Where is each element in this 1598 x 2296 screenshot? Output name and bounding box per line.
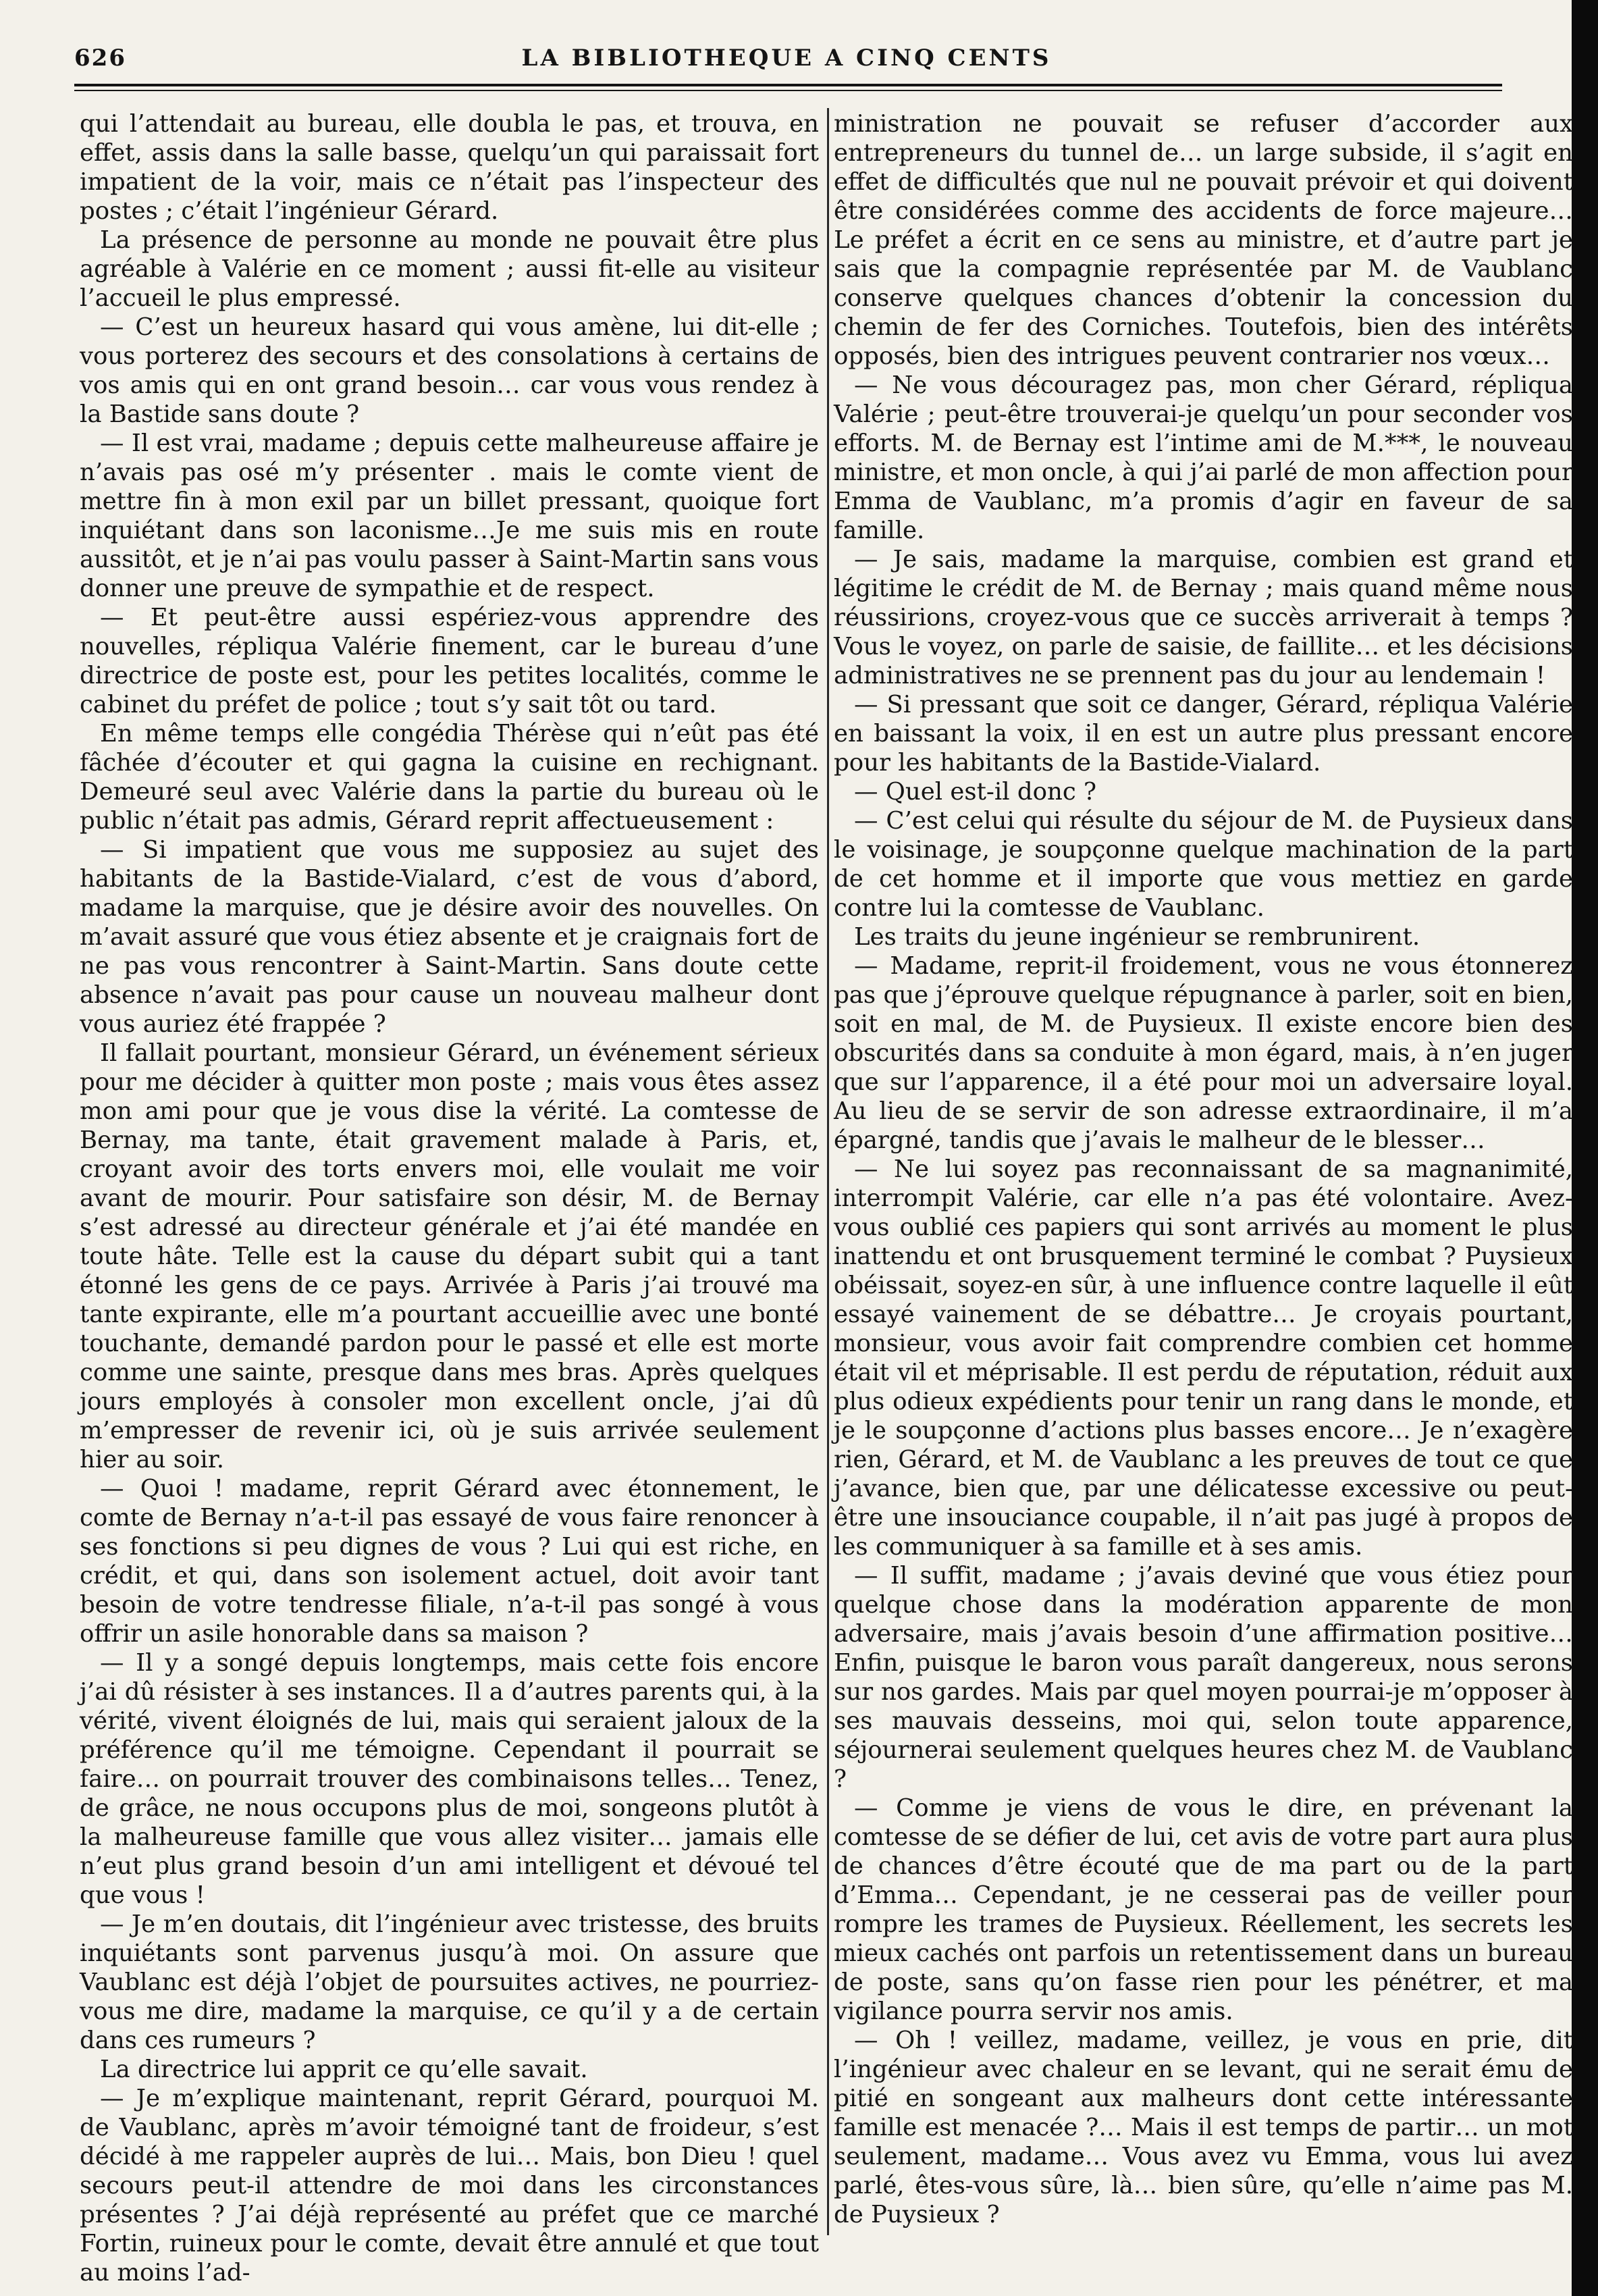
paragraph: Les traits du jeune ingénieur se rembrunirent.: [854, 923, 1420, 951]
paragraph: — Oh ! veillez, madame, veillez, je vous en prie, dit l’ingénieur avec chaleur en se levant, qui ne serait ému de pitié en songeant aux malheurs dont cette intéressante famille est menacée ?… Mais il est temps de partir… un mot seulement, madame… Vous avez vu Emma, vous lui avez parlé, êtes-vous sûre, là… bien sûre, qu’elle n’aime pas M. de Puysieux ?: [834, 2027, 1573, 2228]
right-column: [834, 109, 1573, 2237]
paragraph: — Ne vous découragez pas, mon cher Gérard, répliqua Valérie ; peut-être trouverai-je quelqu’un pour seconder vos efforts. M. de Bernay est l’intime ami de M.***, le nouveau ministre, et mon oncle, à qui j’ai parlé de mon affection pour Emma de Vaublanc, m’a promis d’agir en faveur de sa famille.: [834, 371, 1573, 544]
left-column: [80, 109, 819, 2287]
paragraph: — Il est vrai, madame ; depuis cette malheureuse affaire je n’avais pas osé m’y présenter . mais le comte vient de mettre fin à mon exil par un billet pressant, quoique fort inquiétant dans son laconisme…Je me suis mis en route aussitôt, et je n’ai pas voulu passer à Saint-Martin sans vous donner une preuve de sympathie et de respect.: [80, 429, 819, 602]
binding-edge: [1572, 0, 1598, 2296]
paragraph: — Je m’explique maintenant, reprit Gérard, pourquoi M. de Vaublanc, après m’avoir témoigné tant de froideur, s’est décidé à me rappeler auprès de lui… Mais, bon Dieu ! quel secours peut-il attendre de moi dans les circonstances présentes ? J’ai déjà représenté au préfet que ce marché Fortin, ruineux pour le comte, devait être annulé et que tout au moins l’ad-: [80, 2085, 819, 2287]
paragraph: ministration ne pouvait se refuser d’accorder aux entrepreneurs du tunnel de… un large subside, il s’agit en effet de difficultés que nul ne pouvait prévoir et qui doivent être considérées comme des accidents de force majeure… Le préfet a écrit en ce sens au ministre, et d’autre part je sais que la compagnie représentée par M. de Vaublanc conserve quelques chances d’obtenir la concession du chemin de fer des Corniches. Toutefois, bien des intérêts opposés, bien des intrigues peuvent contrarier nos vœux…: [834, 110, 1573, 370]
page-number: 626: [74, 45, 126, 72]
paragraph: — Si pressant que soit ce danger, Gérard, répliqua Valérie en baissant la voix, il en est un autre plus pressant encore pour les habitants de la Bastide-Vialard.: [834, 691, 1573, 777]
paragraph: — Il suffit, madame ; j’avais deviné que vous étiez pour quelque chose dans la modération apparente de mon adversaire, mais j’avais besoin d’une affirmation positive… Enfin, puisque le baron vous paraît dangereux, nous serons sur nos gardes. Mais par quel moyen pourrai-je m’opposer à ses mauvais desseins, moi qui, selon toute apparence, séjournerai seulement quelques heures chez M. de Vaublanc ?: [834, 1562, 1573, 1793]
paragraph: La présence de personne au monde ne pouvait être plus agréable à Valérie en ce moment ; aussi fit-elle au visiteur l’accueil le plus empressé.: [80, 226, 819, 312]
paragraph: En même temps elle congédia Thérèse qui n’eût pas été fâchée d’écouter et qui gagna la cuisine en rechignant. Demeuré seul avec Valérie dans la partie du bureau où le public n’était pas admis, Gérard reprit affectueusement :: [80, 720, 819, 835]
paragraph: — Je m’en doutais, dit l’ingénieur avec tristesse, des bruits inquiétants sont parvenus jusqu’à moi. On assure que Vaublanc est déjà l’objet de poursuites actives, ne pourriez-vous me dire, madame la marquise, ce qu’il y a de certain dans ces rumeurs ?: [80, 1910, 819, 2054]
paragraph: La directrice lui apprit ce qu’elle savait.: [100, 2056, 588, 2083]
paragraph: — C’est celui qui résulte du séjour de M. de Puysieux dans le voisinage, je soupçonne quelque machination de la part de cet homme et il importe que vous mettiez en garde contre lui la comtesse de Vaublanc.: [834, 807, 1573, 922]
paragraph: — Il y a songé depuis longtemps, mais cette fois encore j’ai dû résister à ses instances. Il a d’autres parents qui, à la vérité, vivent éloignés de lui, mais qui seraient jaloux de la préférence qu’il me témoigne. Cependant il pourrait se faire… on pourrait trouver des combinaisons telles… Tenez, de grâce, ne nous occupons plus de moi, songeons plutôt à la malheureuse famille que vous allez visiter… jamais elle n’eut plus grand besoin d’un ami intelligent et dévoué tel que vous !: [80, 1649, 819, 1909]
paragraph: qui l’attendait au bureau, elle doubla le pas, et trouva, en effet, assis dans la salle basse, quelqu’un qui paraissait fort impatient de la voir, mais ce n’était pas l’inspecteur des postes ; c’était l’ingénieur Gérard.: [80, 110, 819, 225]
paragraph: — Quel est-il donc ?: [854, 778, 1097, 806]
column-divider: [827, 108, 829, 2235]
header-rule-thick: [74, 84, 1502, 86]
paragraph: — Je sais, madame la marquise, combien est grand et légitime le crédit de M. de Bernay ; mais quand même nous réussirions, croyez-vous que ce succès arriverait à temps ? Vous le voyez, on parle de saisie, de faillite… et les décisions administratives ne se prennent pas du jour au lendemain !: [834, 546, 1573, 689]
paragraph: — Madame, reprit-il froidement, vous ne vous étonnerez pas que j’éprouve quelque répugnance à parler, soit en bien, soit en mal, de M. de Puysieux. Il existe encore bien des obscurités dans sa conduite à mon égard, mais, à n’en juger que sur l’apparence, il a été pour moi un adversaire loyal. Au lieu de se servir de son adresse extraordinaire, il m’a épargné, tandis que j’avais le malheur de le blesser…: [834, 952, 1573, 1154]
page-header: [74, 38, 1499, 78]
paragraph: — Quoi ! madame, reprit Gérard avec étonnement, le comte de Bernay n’a-t-il pas essayé de vous faire renoncer à ses fonctions si peu dignes de vous ? Lui qui est riche, en crédit, et qui, dans son isolement actuel, doit avoir tant besoin de votre tendresse filiale, n’a-t-il pas songé à vous offrir un asile honorable dans sa maison ?: [80, 1475, 819, 1648]
paragraph: — Ne lui soyez pas reconnaissant de sa magnanimité, interrompit Valérie, car elle n’a pas été volontaire. Avez-vous oublié ces papiers qui sont arrivés au moment le plus inattendu et ont brusquement terminé le combat ? Puysieux obéissait, soyez-en sûr, à une influence contre laquelle il eût essayé vainement de se débattre… Je croyais pourtant, monsieur, vous avoir fait comprendre combien cet homme était vil et méprisable. Il est perdu de réputation, réduit aux plus odieux expédients pour tenir un rang dans le monde, et je le soupçonne d’actions plus basses encore… Je n’exagère rien, Gérard, et M. de Vaublanc a les preuves de tout ce que j’avance, bien que, par une délicatesse excessive ou peut-être une insouciance coupable, il n’ait pas jugé à propos de les communiquer à sa famille et à ses amis.: [834, 1155, 1573, 1561]
header-rule-thin: [74, 90, 1502, 91]
paragraph: — Comme je viens de vous le dire, en prévenant la comtesse de se défier de lui, cet avis de votre part aura plus de chances d’être écouté que de ma part ou de la part d’Emma… Cependant, je ne cesserai pas de veiller pour rompre les trames de Puysieux. Réellement, les secrets les mieux cachés ont parfois un retentissement dans un bureau de poste, sans qu’on fasse rien pour les pénétrer, et ma vigilance pourra servir nos amis.: [834, 1794, 1573, 2025]
running-title: LA BIBLIOTHEQUE A CINQ CENTS: [521, 45, 1052, 72]
paragraph: — Et peut-être aussi espériez-vous apprendre des nouvelles, répliqua Valérie finement, car le bureau d’une directrice de poste est, pour les petites localités, comme le cabinet du préfet de police ; tout s’y sait tôt ou tard.: [80, 604, 819, 719]
paragraph: — Si impatient que vous me supposiez au sujet des habitants de la Bastide-Vialard, c’est de vous d’abord, madame la marquise, que je désire avoir des nouvelles. On m’avait assuré que vous étiez absente et je craignais fort de ne pas vous rencontrer à Saint-Martin. Sans doute cette absence n’avait pas pour cause un nouveau malheur dont vous auriez été frappée ?: [80, 836, 819, 1038]
paragraph: — C’est un heureux hasard qui vous amène, lui dit-elle ; vous porterez des secours et des consolations à certains de vos amis qui en ont grand besoin… car vous vous rendez à la Bastide sans doute ?: [80, 313, 819, 428]
paragraph: Il fallait pourtant, monsieur Gérard, un événement sérieux pour me décider à quitter mon poste ; mais vous êtes assez mon ami pour que je vous dise la vérité. La comtesse de Bernay, ma tante, était gravement malade à Paris, et, croyant avoir des torts envers moi, elle voulait me voir avant de mourir. Pour satisfaire son désir, M. de Bernay s’est adressé au directeur générale et j’ai été mandée en toute hâte. Telle est la cause du départ subit qui a tant étonné les gens de ce pays. Arrivée à Paris j’ai trouvé ma tante expirante, elle m’a pourtant accueillie avec une bonté touchante, demandé pardon pour le passé et elle est morte comme une sainte, presque dans mes bras. Après quelques jours employés à consoler mon excellent oncle, j’ai dû m’empresser de revenir ici, où je suis arrivée seulement hier au soir.: [80, 1039, 819, 1473]
